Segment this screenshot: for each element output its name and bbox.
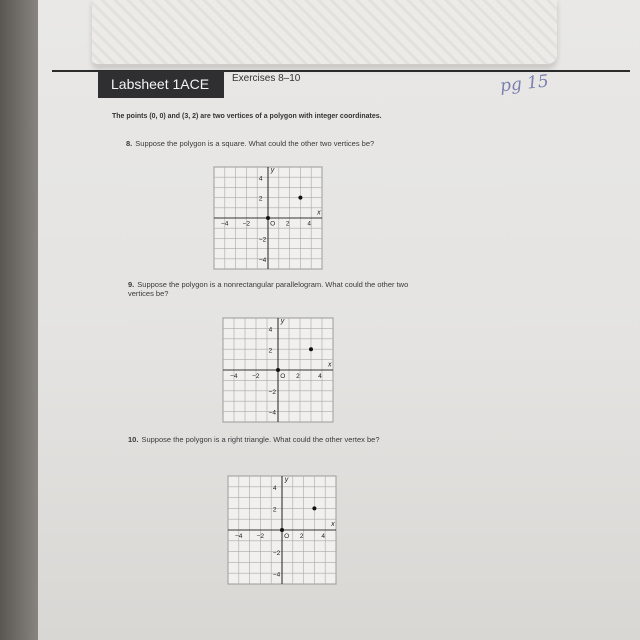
x-tick-label: −2 [252,372,260,380]
y-tick-label: 2 [272,506,277,514]
x-tick-label: −4 [221,220,229,228]
coordinate-grid-9 [221,316,335,429]
y-tick-label: −2 [272,549,281,557]
question-number: 8. [126,139,133,148]
question-text: Suppose the polygon is a square. What could the other two vertices be? [135,139,375,148]
question-10 [128,435,398,444]
labsheet-title: Labsheet 1ACE [98,71,224,98]
x-axis-label: x [317,209,321,217]
x-tick-label: −4 [235,533,243,541]
x-tick-label: O [270,220,276,228]
vertex-point [266,216,270,220]
y-tick-label: −4 [258,256,267,264]
x-tick-label: 2 [296,372,300,380]
intro-text: The points (0, 0) and (3, 2) are two vertices of a polygon with integer coordinates. [112,113,382,120]
y-axis-label: y [270,167,275,175]
question-8 [126,139,386,148]
vertex-point [276,368,280,372]
paper-towel [92,0,557,66]
exercises-label: Exercises 8–10 [232,73,301,84]
x-tick-label: −4 [230,372,238,380]
grid-svg [226,474,338,586]
x-axis-label: x [328,361,332,369]
x-tick-label: 4 [318,372,322,380]
y-tick-label: 4 [268,326,273,334]
question-text: Suppose the polygon is a right triangle. What could the other vertex be? [141,435,380,444]
y-tick-label: 4 [258,175,263,183]
coordinate-grid-8 [212,165,324,276]
grid-svg [221,316,335,424]
y-tick-label: 2 [258,195,263,203]
handwritten-page-note: pg 15 [499,71,550,97]
y-tick-label: 2 [268,347,273,355]
question-number: 10. [128,435,139,444]
vertex-point [280,528,284,532]
y-axis-label: y [280,318,285,326]
grid-svg [212,165,324,271]
question-text: Suppose the polygon is a nonrectangular parallelogram. What could the other two vertices be? [128,280,409,298]
question-number: 9. [128,280,135,289]
y-tick-label: −4 [268,409,277,417]
x-tick-label: −2 [256,533,265,541]
y-tick-label: −4 [272,571,281,579]
x-tick-label: 4 [321,533,326,541]
vertex-point [312,506,316,510]
x-tick-label: O [280,372,286,380]
x-tick-label: 4 [307,220,312,228]
table-edge [0,0,40,640]
question-9 [128,280,418,298]
x-tick-label: O [284,533,290,541]
coordinate-grid-10 [226,474,338,591]
x-axis-label: x [331,521,335,529]
y-tick-label: −2 [258,236,267,244]
x-tick-label: 2 [299,533,304,541]
vertex-point [309,347,313,351]
x-tick-label: 2 [285,220,290,228]
y-axis-label: y [284,476,289,484]
x-tick-label: −2 [242,220,251,228]
y-tick-label: 4 [272,485,277,493]
vertex-point [298,196,302,200]
y-tick-label: −2 [268,388,277,396]
